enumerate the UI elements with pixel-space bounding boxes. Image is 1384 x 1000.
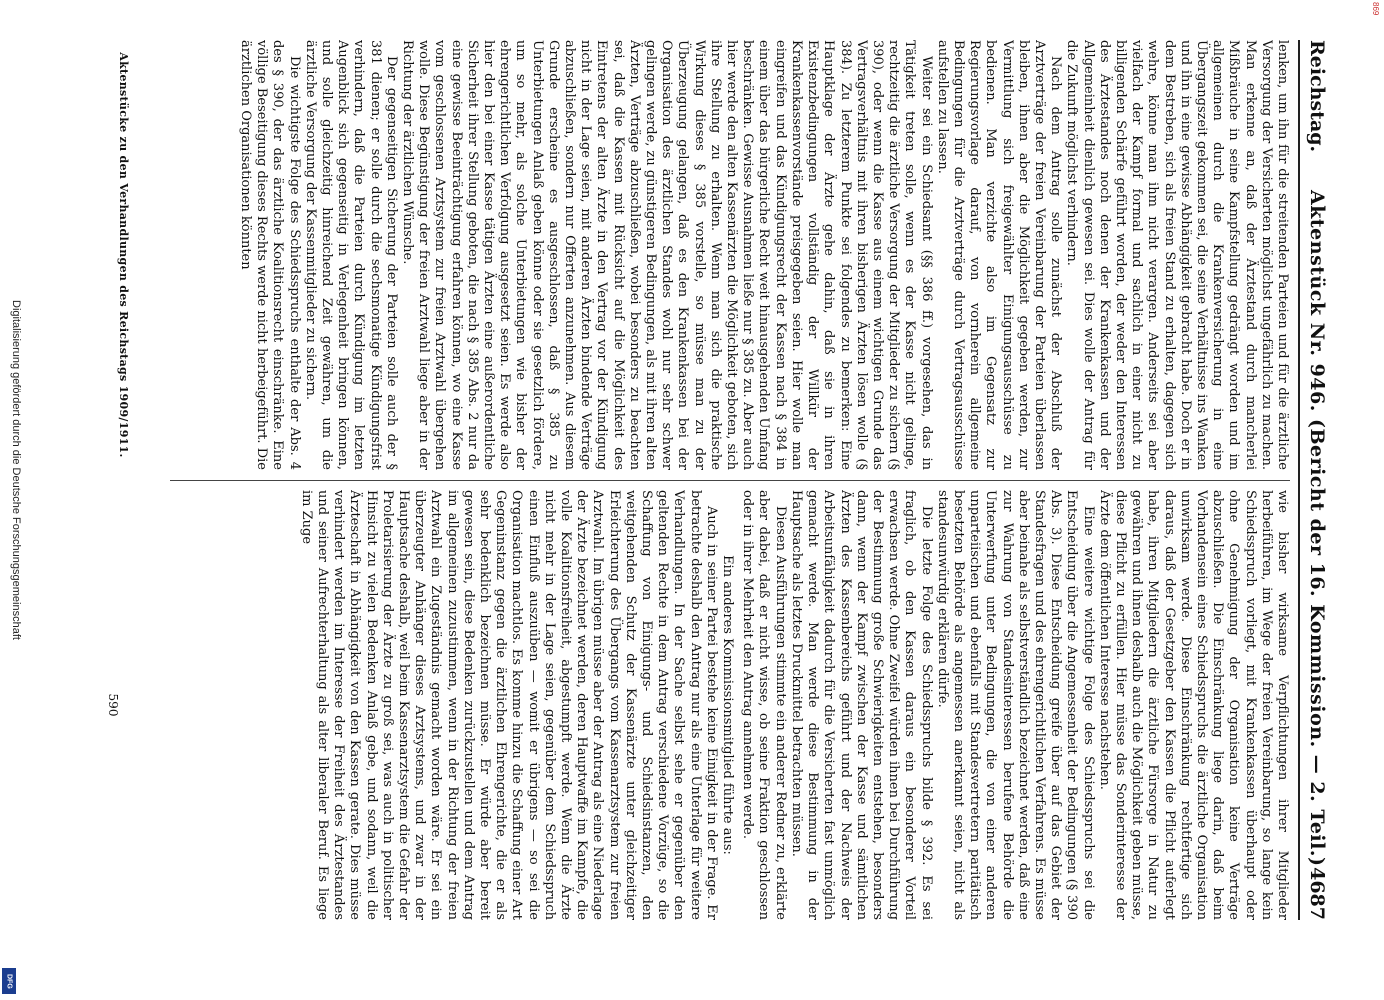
header-reichstag: Reichstag. — [1306, 40, 1328, 153]
paragraph: Nach dem Antrag solle zunächst der Abschluß der Arztverträge der freien Vereinbarung der Parteien überlassen bleiben, ihnen aber die Möglichkeit gegeben werden, zur Vermittlung sich freigewählter Einigungsausschüsse zu bedienen. Man verzichte also im Gegensatz zur Regierungsvorlage darauf, von vornherein allgemeine Bedingungen für die Arztverträge durch Vertragsausschüsse aufstellen zu lassen. — [934, 40, 1064, 470]
paragraph: wie bisher wirksame Verpflichtungen ihrer Mitglieder herbeiführen, im Wege der freien Vereinbarung, so lange kein Schiedsspruch vorliegt, mit Krankenkassen überhaupt oder ohne Genehmigung der Organisation keine Verträge abzuschließen. Die Einschränkung liege darin, daß beim Vorhandensein eines Schiedsspruchs die ärztliche Organisation unwirksam werde. Diese Einschränkung rechtfertige sich daraus, daß der Gesetzgeber den Kassen die Pflicht auferlegt habe, ihren Mitgliedern die ärztliche Fürsorge in Natur zu gewähren und ihnen deshalb auch die Möglichkeit geben müsse, diese Pflicht zu erfüllen. Hier müsse das Sonderinteresse der Ärzte dem öffentlichen Interesse nachstehen. — [1096, 490, 1290, 920]
header-rule — [1298, 40, 1300, 920]
page-number: 590 — [106, 693, 120, 717]
header-page-ref: 4687 — [1306, 867, 1328, 920]
header-document-title: Aktenstück Nr. 946. (Bericht der 16. Kommission. — 2. Teil.) — [1306, 190, 1328, 867]
paragraph: Die wichtigste Folge des Schiedsspruchs enthalte der Abs. 4 des § 390, der das ärztliche Koalitionsrecht einschränke. Eine völlige Beseitigung dieses Rechts werde nicht herbeigeführt. Die ärztlichen Organisationen könnten — [238, 40, 302, 470]
paragraph: Die letzte Folge des Schiedsspruchs bilde § 392. Es sei fraglich, ob den Kassen daraus ein besonderer Vorteil erwachsen werde. Ohne Zweifel würden ihnen bei Durchführung der Bestimmung große Schwierigkeiten entstehen, besonders dann, wenn der Kampf zwischen der Kasse und sämtlichen Ärzten des Kassenbereichs geführt und der Nachweis der Arbeitsunfähigkeit dadurch für die Versicherten fast unmöglich gemacht werde. Man werde diese Bestimmung in der Hauptsache als letztes Druckmittel betrachten müssen. — [788, 490, 934, 920]
rotated-document-page — [60, 40, 1330, 920]
paragraph: Weiter sei ein Schiedsamt (§§ 386 ff.) vorgesehen, das in Tätigkeit treten solle, wenn es der Kasse nicht gelinge, rechtzeitig die ärztliche Versorgung der Mitglieder zu sichern (§ 390), oder wenn die Kasse aus einem wichtigen Grunde das Vertragsverhältnis mit ihren bisherigen Ärzten lösen wolle (§ 384). Zu letzterem Punkte sei folgendes zu bemerken: Eine Hauptklage der Ärzte gehe dahin, daß sie in ihren Existenzbedingungen vollständig der Willkür der Krankenkassenvorstände preisgegeben seien. Hier wolle man eingreifen und das Kündigungsrecht der Kassen nach § 384 in einem über das bürgerliche Recht weit hinausgehenden Umfang beschränken. Gewisse Ausnahmen ließe nur § 385 zu. Aber auch hier werde den alten Kassenärzten die Möglichkeit geboten, sich ihre Stellung zu erhalten. Wenn man sich die praktische Wirkung dieses § 385 vorstelle, so müsse man zu der Überzeugung gelangen, daß es den Krankenkassen bei der Organisation des ärztlichen Standes wohl nur sehr schwer gelingen werde, zu günstigeren Bedingungen, als mit ihren alten Ärzten, Verträge abzuschließen, wobei besonders zu beachten sei, daß die Kassen mit Rücksicht auf die Möglichkeit des Eintretens der alten Ärzte in den Vertrag vor der Kündigung nicht in der Lage seien, mit anderen Ärzten bindende Verträge abzuschließen, sondern nur Offerten anzunehmen. Aus diesem Grunde erscheine es ausgeschlossen, daß § 385 zu Unterbietungen Anlaß geben könne oder sie gesetzlich fördere, um so mehr, als solche Unterbietungen wie bisher der ehrengerichtlichen Verfolgung ausgesetzt seien. Es werde also hier den bei einer Kasse tätigen Ärzten eine außerordentliche Sicherheit ihrer Stellung geboten, die nach § 385 Abs. 2 nur da eine gewisse Beeinträchtigung erfahren können, wo eine Kasse vom geschlossenen Arztsystem zur freien Arztwahl übergehen wolle. Diese Begünstigung der freien Arztwahl liege aber in der Richtung der ärztlichen Wünsche. — [400, 40, 934, 470]
paragraph: Eine weitere wichtige Folge des Schiedsspruchs sei die Entscheidung über die Angemessenheit der Bedingungen (§ 390 Abs. 3). Diese Entscheidung greife über auf das Gebiet der Standesfragen und des ehrengerichtlichen Verfahrens. Es müsse aber beinahe als selbstverständlich bezeichnet werden, daß eine zur Wahrung von Standesinteressen berufene Behörde die Unterwerfung unter Bedingungen, die von einer anderen unparteiischen und ebenfalls mit Standesvertretern paritätisch besetzten Behörde als angemessen anerkannt seien, nicht als standesunwürdig erklären dürfe. — [934, 490, 1096, 920]
digitization-credit: Digitalisierung gefördert durch die Deutsche Forschungsgemeinschaft — [10, 300, 22, 640]
dfg-logo: DFG — [2, 968, 16, 994]
edge-scan-mark: 869 — [1371, 2, 1380, 16]
text-column-right — [140, 490, 1290, 920]
text-column-left — [140, 40, 1290, 470]
footer-series-title: Aktenstücke zu den Verhandlungen des Reichstags 1909/1911. — [117, 52, 130, 458]
paragraph: Diesen Ausführungen stimmte ein anderer Redner zu, erklärte aber dabei, daß er nicht wisse, ob seine Fraktion geschlossen oder in ihrer Mehrheit den Antrag annehmen werde. — [740, 490, 788, 920]
paragraph: lenken, um ihn für die streitenden Parteien und für die ärztliche Versorgung der Versicherten möglichst ungefährlich zu machen. Man erkenne an, daß der Ärztestand durch mancherlei Mißbräuche in seine Kampfstellung gedrängt worden und im allgemeinen durch die Krankenversicherung in eine Übergangszeit gekommen sei, die seine Verhältnisse ins Wanken und ihn in eine gewisse Abhängigkeit gebracht habe. Doch er in dem Bestreben, sich als freien Stand zu erhalten, dagegen sich wehre, könne man ihm nicht verargen. Anderseits sei aber vielfach der Kampf formal und sachlich in einer nicht zu billigenden Schärfe geführt worden, der weder den Interessen des Ärztestandes noch denen der Krankenkassen und der Allgemeinheit dienlich gewesen sei. Dies wolle der Antrag für die Zukunft möglichst verhindern. — [1064, 40, 1290, 470]
paragraph: Auch in seiner Partei bestehe keine Einigkeit in der Frage. Er betrachte deshalb den Antrag nur als eine Unterlage für weitere Verhandlungen. In der Sache selbst sehe er gegenüber den geltenden Rechte in dem Antrag verschiedene Vorzüge, so die Schaffung von Einigungs- und Schiedsinstanzen, den weitgehenden Schutz der Kassenärzte unter gleichzeitiger Erleichterung des Übergangs vom Kassenarztsystem zur freien Arztwahl. Im übrigen müsse aber der Antrag als eine Niederlage der Ärzte bezeichnet werden, deren Hauptwaffe im Kampfe, die volle Koalitionsfreiheit, abgestumpft werde. Wenn die Ärzte nicht mehr in der Lage seien, gegenüber dem Schiedsspruch einen Einfluß auszuüben — womit er übrigens — so sei die Organisation machtlos. Es komme hinzu die Schaffung einer Art Gegeninstanz gegen die ärztlichen Ehrengerichte, die er als sehr bedenklich bezeichnen müsse. Er würde aber bereit gewesen sein, diese Bedenken zurückzustellen und dem Antrag im allgemeinen zuzustimmen, wenn in der Richtung der freien Arztwahl ein Zugeständnis gemacht worden wäre. Er sei ein überzeugter Anhänger dieses Arztsystems, und zwar in der Hauptsache deshalb, weil beim Kassenarztsystem die Gefahr der Proletarisierung der Ärzte zu groß sei, was auch in politischer Hinsicht zu vielen Bedenken Anlaß gebe, und sodann, weil die Ärzteschaft in Abhängigkeit von den Kassen gerate. Dies müsse verhindert werden im Interesse der Freiheit des Ärztestandes und seiner Aufrechterhaltung als alter liberaler Beruf. Es liege im Zuge — [298, 490, 719, 920]
column-divider — [170, 480, 1290, 481]
section-heading: Ein anderes Kommissionsmitglied führte aus: — [720, 555, 736, 855]
paragraph: Der gegenseitigen Sicherung der Parteien solle auch der § 381 dienen; er solle durch die sechsmonatige Kündigungsfrist verhindern, daß die Parteien durch Kündigung im letzten Augenblick sich gegenseitig in Verlegenheit bringen können, und solle gleichzeitig hinreichend Zeit gewähren, um die ärztliche Versorgung der Kassenmitglieder zu sichern. — [302, 40, 399, 470]
page-header — [1302, 40, 1330, 920]
